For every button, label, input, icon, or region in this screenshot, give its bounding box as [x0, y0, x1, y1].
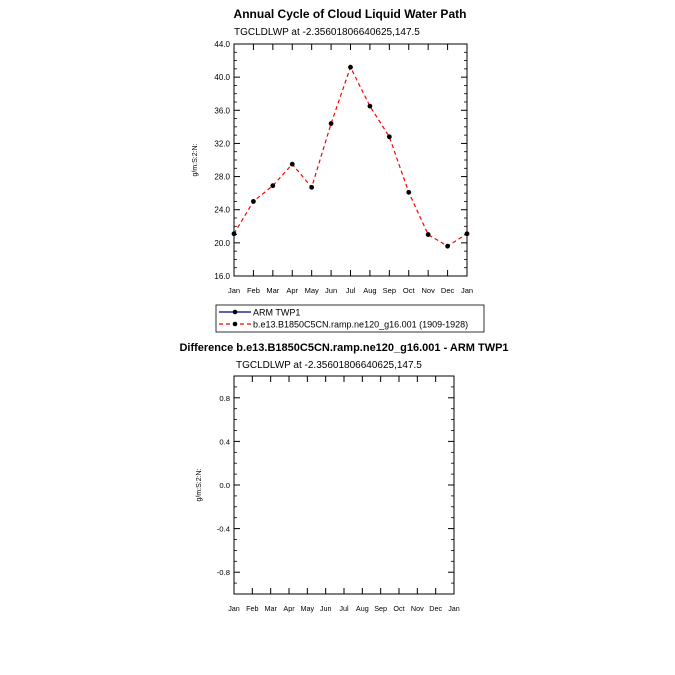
data-point — [368, 104, 373, 109]
y-tick-label: 36.0 — [214, 106, 230, 116]
x-tick-label: Aug — [355, 604, 369, 613]
legend — [216, 305, 484, 332]
chart1-ylabel: g/m:S:2:N: — [192, 143, 199, 177]
legend-label-model: b.e13.B1850C5CN.ramp.ne120_g16.001 (1909-1928) — [253, 319, 469, 330]
y-tick-label: -0.4 — [216, 524, 230, 534]
x-tick-label: May — [300, 604, 315, 613]
y-tick-label: 16.0 — [214, 272, 230, 281]
series-line — [234, 67, 467, 246]
legend-marker-model — [233, 322, 238, 327]
x-tick-label: Mar — [264, 604, 277, 613]
data-point — [426, 232, 431, 237]
x-tick-label: Apr — [286, 286, 299, 295]
x-tick-label: Jan — [228, 604, 240, 613]
x-tick-label: Jun — [325, 286, 338, 295]
y-tick-label: 20.0 — [214, 238, 230, 248]
y-tick-label: 44.0 — [214, 40, 230, 49]
x-tick-label: Jun — [319, 604, 332, 613]
y-tick-label: 32.0 — [214, 139, 230, 149]
x-tick-label: Apr — [283, 604, 295, 613]
y-tick-label: -0.8 — [216, 568, 230, 578]
chart2-title: Difference b.e13.B1850C5CN.ramp.ne120_g16.001 - ARM TWP1 — [179, 342, 509, 354]
data-point — [387, 134, 392, 139]
x-tick-label: Mar — [266, 286, 280, 295]
data-point — [309, 185, 314, 190]
y-tick-label: 0.4 — [219, 437, 230, 447]
x-tick-label: Nov — [410, 604, 424, 613]
data-point — [270, 183, 275, 188]
x-tick-label: Aug — [363, 286, 377, 295]
y-tick-label: 24.0 — [214, 205, 230, 215]
x-tick-label: Dec — [429, 604, 443, 613]
data-point — [251, 199, 256, 204]
x-tick-label: Jan — [227, 286, 241, 295]
y-tick-label: 0.0 — [219, 481, 230, 490]
y-tick-label: 0.8 — [219, 393, 230, 403]
x-tick-label: Sep — [374, 604, 388, 613]
chart2-subtitle: TGCLDLWP at -2.35601806640625,147.5 — [236, 360, 422, 371]
y-tick-label: 28.0 — [214, 172, 230, 182]
x-tick-label: Jul — [345, 286, 356, 295]
chart-difference — [179, 342, 508, 613]
x-tick-label: Sep — [382, 286, 397, 295]
chart-annual-cycle — [192, 7, 473, 295]
data-point — [329, 121, 334, 126]
chart1-axes — [214, 40, 473, 295]
x-tick-label: Jan — [448, 604, 460, 613]
x-tick-label: Jan — [460, 286, 474, 295]
x-tick-label: Feb — [246, 604, 259, 613]
data-point — [445, 244, 450, 249]
chart1-frame — [234, 44, 467, 276]
x-tick-label: Nov — [421, 286, 435, 295]
data-point — [290, 162, 295, 167]
chart2-ylabel: g/m:S:2:N: — [196, 468, 203, 502]
chart1-title: Annual Cycle of Cloud Liquid Water Path — [233, 7, 467, 21]
x-tick-label: Dec — [440, 286, 455, 295]
x-tick-label: Oct — [393, 604, 405, 613]
x-tick-label: May — [304, 286, 319, 295]
chart1-subtitle: TGCLDLWP at -2.35601806640625,147.5 — [234, 27, 420, 38]
chart2-frame — [234, 376, 454, 594]
data-point — [406, 190, 411, 195]
x-tick-label: Jul — [339, 604, 349, 613]
x-tick-label: Feb — [246, 286, 260, 295]
chart1-plot — [232, 65, 470, 249]
legend-label-arm: ARM TWP1 — [253, 307, 301, 318]
x-tick-label: Oct — [402, 286, 415, 295]
y-tick-label: 40.0 — [214, 73, 230, 83]
legend-marker-arm — [233, 310, 238, 315]
data-point — [348, 65, 353, 70]
chart2-axes — [217, 376, 460, 613]
